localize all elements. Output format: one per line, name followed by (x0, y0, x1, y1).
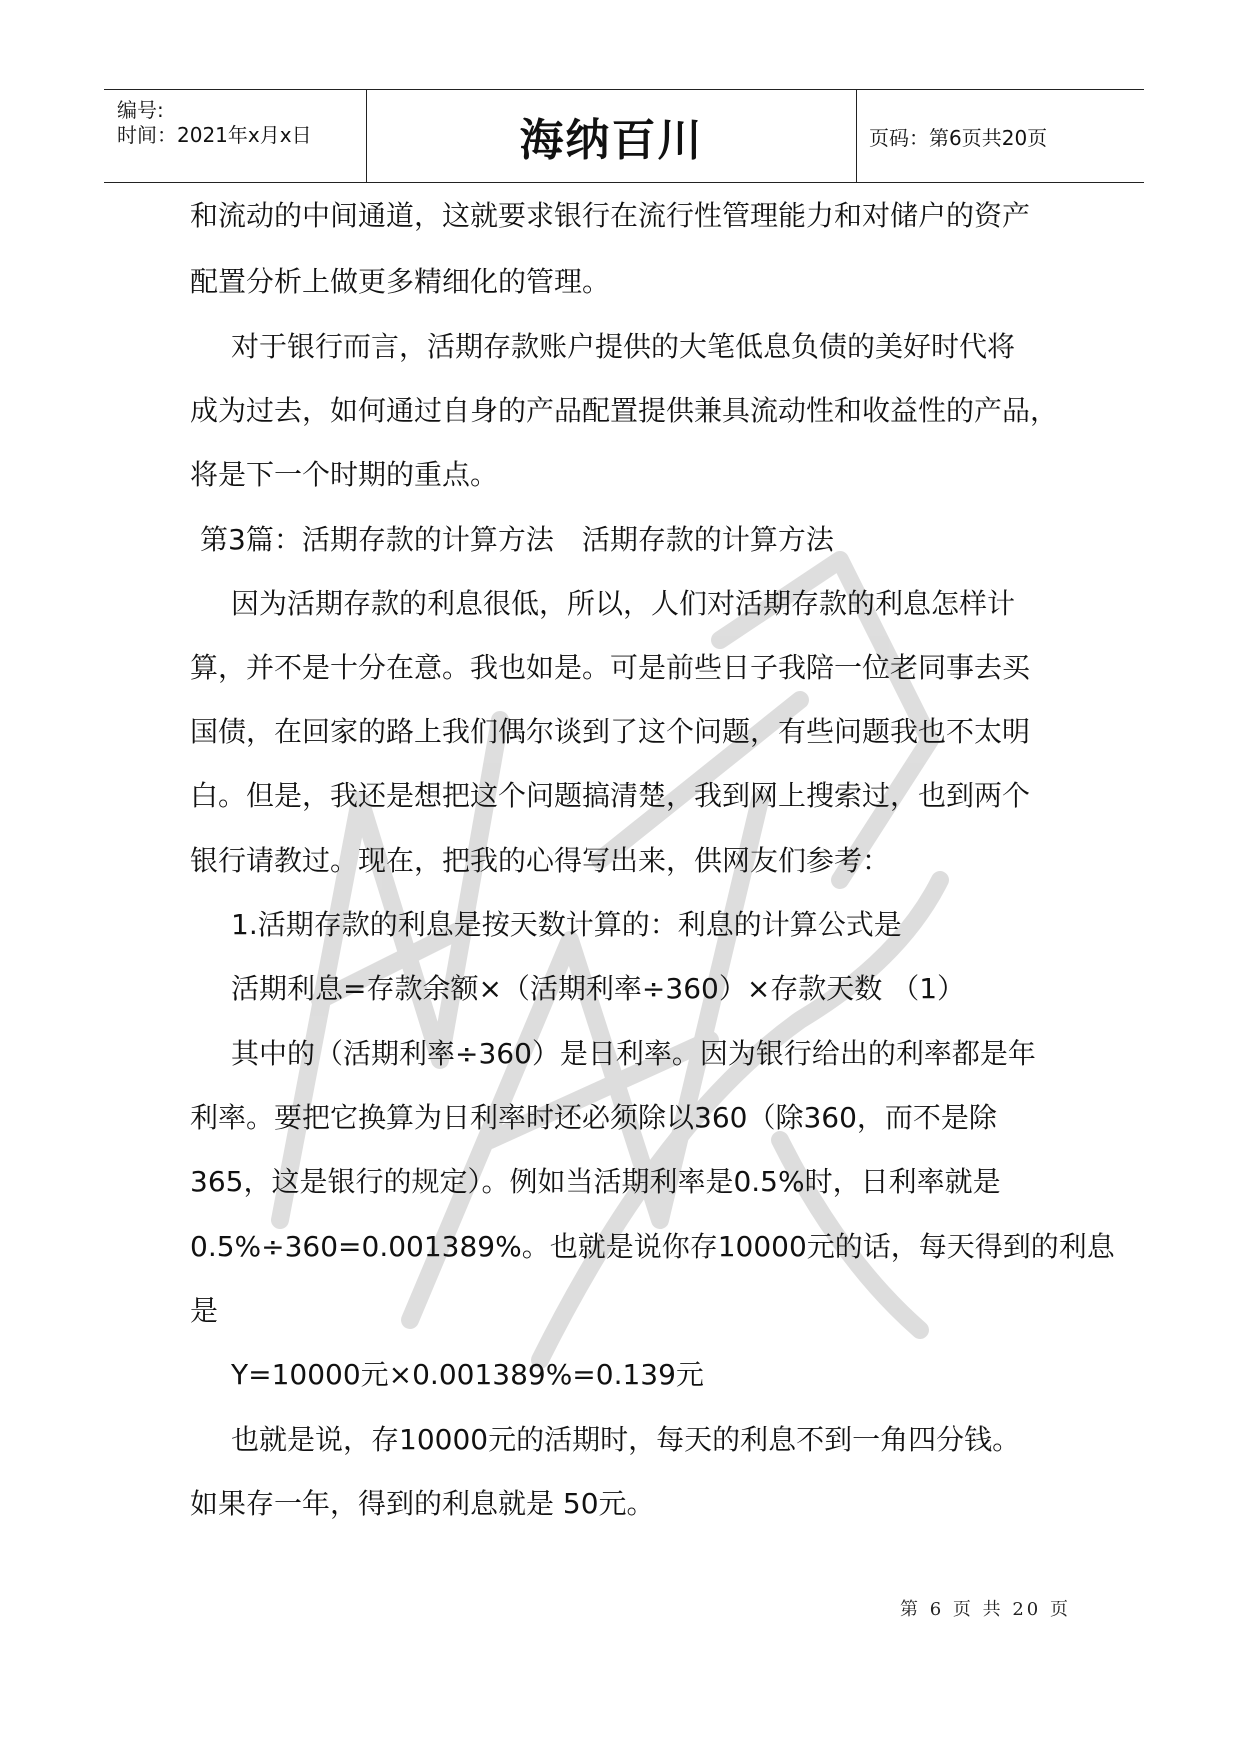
body-line: 银行请教过。现在，把我的心得写出来，供网友们参考： (190, 844, 891, 877)
body-line: 1.活期存款的利息是按天数计算的：利息的计算公式是 (231, 908, 902, 941)
header-page-cell (857, 90, 1144, 182)
body-line: 如果存一年，得到的利息就是 50元。 (190, 1487, 655, 1520)
body-line: 0.5%÷360=0.001389%。也就是说你存10000元的话，每天得到的利息 (190, 1230, 1115, 1263)
body-line: 成为过去，如何通过自身的产品配置提供兼具流动性和收益性的产品， (190, 394, 1059, 427)
body-line: 将是下一个时期的重点。 (190, 458, 499, 491)
brand-title: 海纳百川 (519, 115, 704, 166)
body-line: 因为活期存款的利息很低，所以，人们对活期存款的利息怎样计 (231, 587, 1016, 620)
page-footer-number: 第 6 页 共 20 页 (900, 1599, 1071, 1620)
document-time-label: 时间：2021年x月x日 (117, 123, 312, 147)
body-line: 和流动的中间通道，这就要求银行在流行性管理能力和对储户的资产 (190, 199, 1031, 232)
header-meta (104, 90, 367, 182)
body-line: 利率。要把它换算为日利率时还必须除以360（除360，而不是除 (190, 1101, 997, 1134)
body-line: 白。但是，我还是想把这个问题搞清楚，我到网上搜索过，也到两个 (190, 779, 1031, 812)
document-number-label: 编号: (117, 98, 164, 122)
body-line: 也就是说，存10000元的活期时，每天的利息不到一角四分钱。 (231, 1423, 1021, 1456)
section-heading: 第3篇：活期存款的计算方法 活期存款的计算方法 (200, 523, 834, 556)
formula-line: 活期利息=存款余额×（活期利率÷360）×存款天数 （1） (231, 972, 966, 1005)
body-line: 算，并不是十分在意。我也如是。可是前些日子我陪一位老同事去买 (190, 651, 1031, 684)
body-line: 对于银行而言，活期存款账户提供的大笔低息负债的美好时代将 (231, 330, 1016, 363)
body-line: 365，这是银行的规定）。例如当活期利率是0.5%时，日利率就是 (190, 1165, 1001, 1198)
body-line: 配置分析上做更多精细化的管理。 (190, 265, 611, 298)
header-page-code: 页码：第6页共20页 (869, 125, 1048, 150)
body-line: 其中的（活期利率÷360）是日利率。因为银行给出的利率都是年 (231, 1037, 1036, 1070)
header-brand-cell (367, 90, 857, 182)
body-line: 是 (190, 1294, 219, 1327)
page-header (104, 89, 1144, 183)
body-line: 国债，在回家的路上我们偶尔谈到了这个问题，有些问题我也不太明 (190, 715, 1031, 748)
formula-line: Y=10000元×0.001389%=0.139元 (231, 1358, 704, 1391)
